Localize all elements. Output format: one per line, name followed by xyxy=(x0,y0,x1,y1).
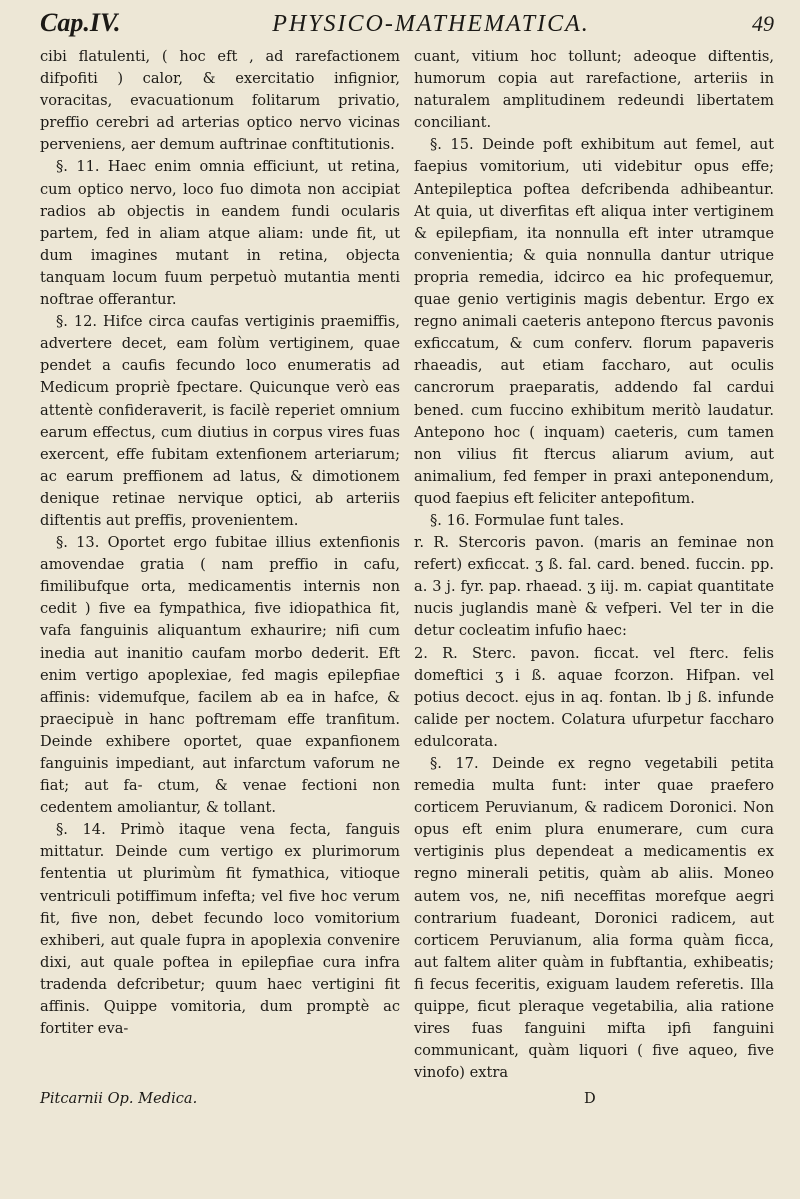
running-header xyxy=(40,8,774,42)
text-columns xyxy=(40,46,774,1084)
paragraph: §. 17. Deinde ex regno vegetabili petita remedia multa funt: inter quae praefero corticem Peruvianum, & radicem Doronici. Non opus eft enim plura enumerare, cum cura vertiginis plus dependeat a medicamentis ex regno minerali petitis, quàm ab aliis. Moneo autem vos, ne, nifi neceffitas morefque aegri contrarium fuadeant, Doronici radicem, aut corticem Peruvianum, alia forma quàm ficca, aut faltem aliter quàm in fubftantia, exhibeatis; fi fecus feceritis, exiguam laudem referetis. Illa quippe, ficut pleraque vegetabilia, alia ratione vires fuas fanguini mifta ipfi fanguini communicant, quàm liquori ( five aqueo, five vinofo) extra xyxy=(414,755,774,1082)
running-title: PHYSICO-MATHEMATICA. xyxy=(272,11,590,37)
page-number: 49 xyxy=(752,11,774,36)
paragraph: cuant, vitium hoc tollunt; adeoque diftentis, humorum copia aut rarefactione, arteriis in naturalem amplitudinem redeundi libertatem conciliant. xyxy=(414,48,774,132)
paragraph: cibi flatulenti, ( hoc eft , ad rarefactionem difpofiti ) calor, & exercitatio infignior, voracitas, evacuationum folitarum privatio, preffio cerebri ad arterias optico nervo vicinas perveniens, aer demum auftrinae conftitutionis. xyxy=(40,48,400,154)
paragraph: r. R. Stercoris pavon. (maris an feminae non refert) exficcat. ʒ ß. fal. card. bened. fuccin. pp. a. 3 j. fyr. pap. rhaead. ʒ iij. m. capiat quantitate nucis juglandis manè & vefperi. Vel ter in die detur cocleatim infufio haec: xyxy=(414,534,774,640)
paragraph: §. 14. Primò itaque vena fecta, fanguis mittatur. Deinde cum vertigo ex plurimorum fententia ut plurimùm fit fymathica, vitioque ventriculi potiffimum infefta; vel five hoc verum fit, five non, debet fecundo loco vomitorium exhiberi, aut quale fupra in apoplexia convenire dixi, aut quale poftea in epilepfiae cura infra tradenda defcribetur; quum haec vertigini fit affinis. Quippe vomitoria, dum promptè ac fortiter eva- xyxy=(40,821,400,1038)
paragraph: §. 12. Hifce circa caufas vertiginis praemiffis, advertere decet, eam folùm vertiginem, quae pendet a caufis fecundo loco enumeratis ad Medicum propriè fpectare. Quicunque verò eas attentè confideraverit, is facilè reperiet omnium earum effectus, cum diutius in corpus vires fuas exercent, effe fubitam extenfionem arteriarum; ac earum preffionem ad latus, & dimotionem denique retinae nervique optici, ab arteriis diftentis aut preffis, provenientem. xyxy=(40,313,400,529)
paragraph: §. 11. Haec enim omnia efficiunt, ut retina, cum optico nervo, loco fuo dimota non accipiat radios ab objectis in eandem fundi ocularis partem, fed in aliam atque aliam: unde fit, ut dum imagines mutant in retina, objecta tanquam locum fuum perpetuò mutantia menti noftrae offerantur. xyxy=(40,158,400,309)
left-footer xyxy=(40,1088,400,1110)
footer-running-title: Pitcarnii Op. Medica. xyxy=(40,1090,198,1108)
paragraph: §. 16. Formulae funt tales. xyxy=(430,511,625,529)
right-footer xyxy=(414,1088,774,1110)
right-column xyxy=(414,46,774,1084)
signature-mark: D xyxy=(584,1090,596,1108)
paragraph: 2. R. Sterc. pavon. ficcat. vel fterc. felis domeftici ʒ i ß. aquae fcorzon. Hifpan. vel potius decoct. ejus in aq. fontan. lb j ß. infunde calide per noctem. Colatura ufurpetur faccharo edulcorata. xyxy=(414,644,774,750)
chapter-label: Cap.IV. xyxy=(40,8,121,37)
left-column xyxy=(40,46,400,1084)
paragraph: §. 15. Deinde poft exhibitum aut femel, aut faepius vomitorium, uti videbitur opus effe; Antepileptica poftea defcribenda adhibeantur. At quia, ut diverfitas eft aliqua inter vertiginem & epilepfiam, ita nonnulla eft inter utramque convenientia; & quia nonnulla dantur utrique propria remedia, idcirco ea hic profequemur, quae genio vertiginis magis debentur. Ergo ex regno animali caeteris antepono ftercus pavonis exficcatum, & cum conferv. florum papaveris rhaeadis, aut etiam faccharo, aut oculis cancrorum praeparatis, addendo fal cardui bened. cum fuccino exhibitum meritò laudatur. Antepono hoc ( inquam) caeteris, cum tamen non vilius fit ftercus aliarum avium, aut animalium, fed femper in praxi anteponendum, quod faepius eft feliciter antepofitum. xyxy=(414,136,774,507)
paragraph: §. 13. Oportet ergo fubitae illius extenfionis amovendae gratia ( nam preffio in cafu, fimilibufque orta, medicamentis internis non cedit ) five ea fympathica, five idiopathica fit, vafa fanguinis aliquantum exhaurire; nifi cum inedia aut inanitio caufam morbo dederit. Eft enim vertigo apoplexiae, fed magis epilepfiae affinis: videmufque, facilem ab ea in hafce, & praecipuè in hanc poftremam effe tranfitum. Deinde exhibere oportet, quae expanfionem fanguinis impediant, aut infarctum vaforum ne fiat; aut fa- ctum, & venae fectioni non cedentem amoliantur, & tollant. xyxy=(40,534,400,817)
footer-row xyxy=(40,1088,774,1110)
